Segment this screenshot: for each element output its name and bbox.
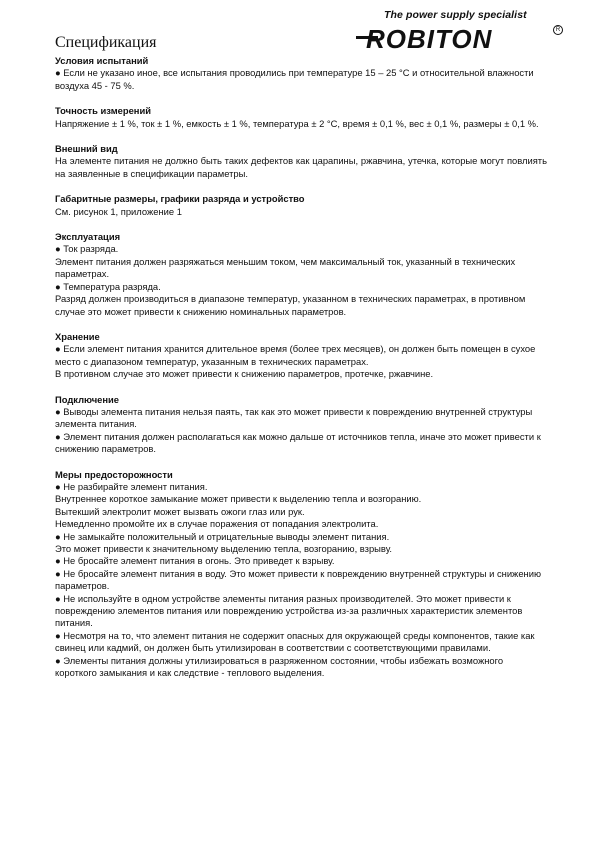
section-paragraph: ● Если не указано иное, все испытания проводились при температуре 15 – 25 °C и относительной влажности воздуха 45 - 75 %. (55, 67, 534, 91)
section-paragraph: ● Выводы элемента питания нельзя паять, так как это может привести к повреждению внутренней структуры элемента питания. (55, 405, 533, 430)
section-paragraph: На элементе питания не должно быть таких дефектов как царапины, ржавчина, утечка, которые могут повлиять на заявленные в спецификации параметры. (55, 155, 547, 179)
section-paragraph: См. рисунок 1, приложение 1 (55, 205, 182, 217)
registered-mark: R (553, 25, 563, 35)
section-paragraph: ● Не бросайте элемент питания в воду. Это может привести к повреждению внутренней структуры и снижению параметров. (55, 567, 541, 592)
section (55, 469, 547, 680)
section (55, 331, 547, 381)
section-paragraph: ● Ток разряда. (55, 243, 119, 255)
section-paragraph: ● Элемент питания должен располагаться как можно дальше от источников тепла, иначе это может привести к снижению параметров. (55, 430, 541, 455)
section-heading: Меры предосторожности (55, 468, 173, 480)
section-paragraph: Элемент питания должен разряжаться меньшим током, чем максимальный ток, указанный в технических параметрах. (55, 255, 516, 280)
section-paragraph: Внутреннее короткое замыкание может привести к выделению тепла и возгоранию. (55, 493, 422, 505)
section-heading: Подключение (55, 393, 119, 405)
section-paragraph: ● Температура разряда. (55, 280, 161, 292)
section (55, 55, 547, 92)
section-heading: Эксплуатация (55, 231, 121, 243)
section-paragraph: Вытекший электролит может вызвать ожоги глаз или рук. (55, 505, 305, 517)
section-paragraph: ● Несмотря на то, что элемент питания не содержит опасных для окружающей среды компонентов, такие как свинец или кадмий, он должен быть утилизирован в соответствии с соответствующими правилами. (55, 629, 535, 654)
section-paragraph: Напряжение ± 1 %, ток ± 1 %, емкость ± 1 %, температура ± 2 °C, время ± 0,1 %, вес ± 0,1 %, размеры ± 0,1 %. (55, 117, 539, 129)
section-paragraph: ● Не замыкайте положительный и отрицательные выводы элемент питания. (55, 530, 390, 542)
section-heading: Внешний вид (55, 143, 118, 155)
section (55, 394, 547, 456)
specification-body (55, 55, 547, 692)
brand-tagline: The power supply specialist (384, 9, 527, 21)
section-paragraph: В противном случае это может привести к снижению параметров, протечке, ржавчине. (55, 368, 434, 380)
section-paragraph: Немедленно промойте их в случае поражения от попадания электролита. (55, 518, 379, 530)
section-paragraph: Разряд должен производиться в диапазоне температур, указанном в технических параметрах, в противном случае это может привести к снижению номинальных параметров. (55, 293, 526, 317)
robiton-logo (356, 24, 566, 56)
section (55, 231, 547, 318)
section-heading: Хранение (55, 330, 100, 342)
section-paragraph: ● Не используйте в одном устройстве элементы питания разных производителей. Это может привести к повреждению элементов питания или повреждению устройства из-за различных характеристик элементов питания. (55, 592, 523, 629)
section (55, 193, 547, 218)
section-paragraph: ● Если элемент питания хранится длительное время (более трех месяцев), он должен быть помещен в сухое место с диапазоном температур, указанным в технических параметрах. (55, 343, 536, 367)
section-paragraph: ● Элементы питания должны утилизироваться в разряженном состоянии, чтобы избежать возможного короткого замыкания и как следствие - теплового выделения. (55, 654, 504, 679)
section-heading: Точность измерений (55, 105, 151, 117)
section-heading: Условия испытаний (55, 55, 149, 66)
section (55, 143, 547, 180)
section (55, 105, 547, 130)
section-paragraph: Это может привести к значительному выделению тепла, возгоранию, взрыву. (55, 543, 393, 554)
section-heading: Габаритные размеры, графики разряда и устройство (55, 193, 305, 205)
logo-wordmark: ROBITON (366, 24, 493, 54)
page-title: Спецификация (55, 34, 157, 51)
section-paragraph: ● Не бросайте элемент питания в огонь. Это приведет к взрыву. (55, 555, 335, 567)
section-paragraph: ● Не разбирайте элемент питания. (55, 480, 208, 492)
